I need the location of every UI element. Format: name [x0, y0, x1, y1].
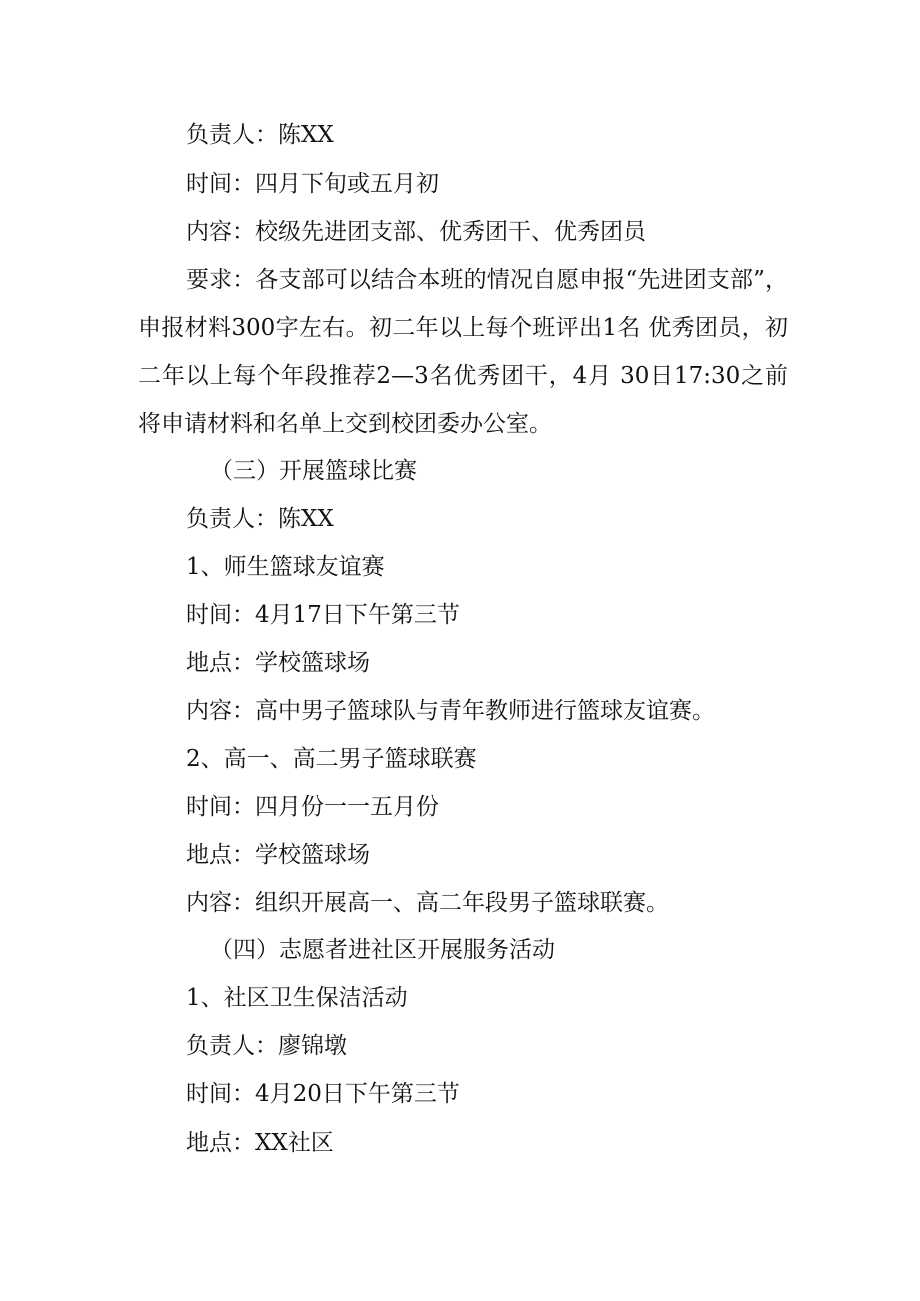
section-3-item-1-title: 1、师生篮球友谊赛 [186, 554, 385, 580]
section-3-item-2-time: 时间：四月份一一五月份 [186, 794, 439, 820]
section-4-item-1-place: 地点：XX社区 [186, 1130, 334, 1156]
requirement-paragraph: 要求：各支部可以结合本班的情况自愿申报“先进团支部”，申报材料300字左右。初二年以上每个班评出1名 优秀团员，初二年以上每个年段推荐2—3名优秀团干，4月 30日17:30之前将申请材料和名单上交到校团委办公室。 [138, 267, 788, 437]
owner-line: 负责人：陈XX [186, 122, 334, 148]
content-line: 内容：校级先进团支部、优秀团干、优秀团员 [186, 219, 646, 245]
time-line: 时间：四月下旬或五月初 [186, 171, 439, 197]
section-3-item-2-title: 2、高一、高二男子篮球联赛 [186, 746, 477, 772]
section-3-heading: （三）开展篮球比赛 [210, 458, 417, 484]
section-4-item-1-time: 时间：4月20日下午第三节 [186, 1081, 460, 1107]
section-3-item-2-place: 地点：学校篮球场 [186, 842, 370, 868]
section-4-heading: （四）志愿者进社区开展服务活动 [210, 937, 555, 963]
section-3-item-2-content: 内容：组织开展高一、高二年段男子篮球联赛。 [186, 890, 669, 916]
section-4-item-1-owner: 负责人：廖锦墩 [186, 1033, 347, 1059]
section-3-item-1-place: 地点：学校篮球场 [186, 650, 370, 676]
section-3-item-1-content: 内容：高中男子篮球队与青年教师进行篮球友谊赛。 [186, 698, 715, 724]
section-3-item-1-time: 时间：4月17日下午第三节 [186, 602, 460, 628]
section-4-item-1-title: 1、社区卫生保洁活动 [186, 985, 408, 1011]
section-3-owner: 负责人：陈XX [186, 506, 334, 532]
